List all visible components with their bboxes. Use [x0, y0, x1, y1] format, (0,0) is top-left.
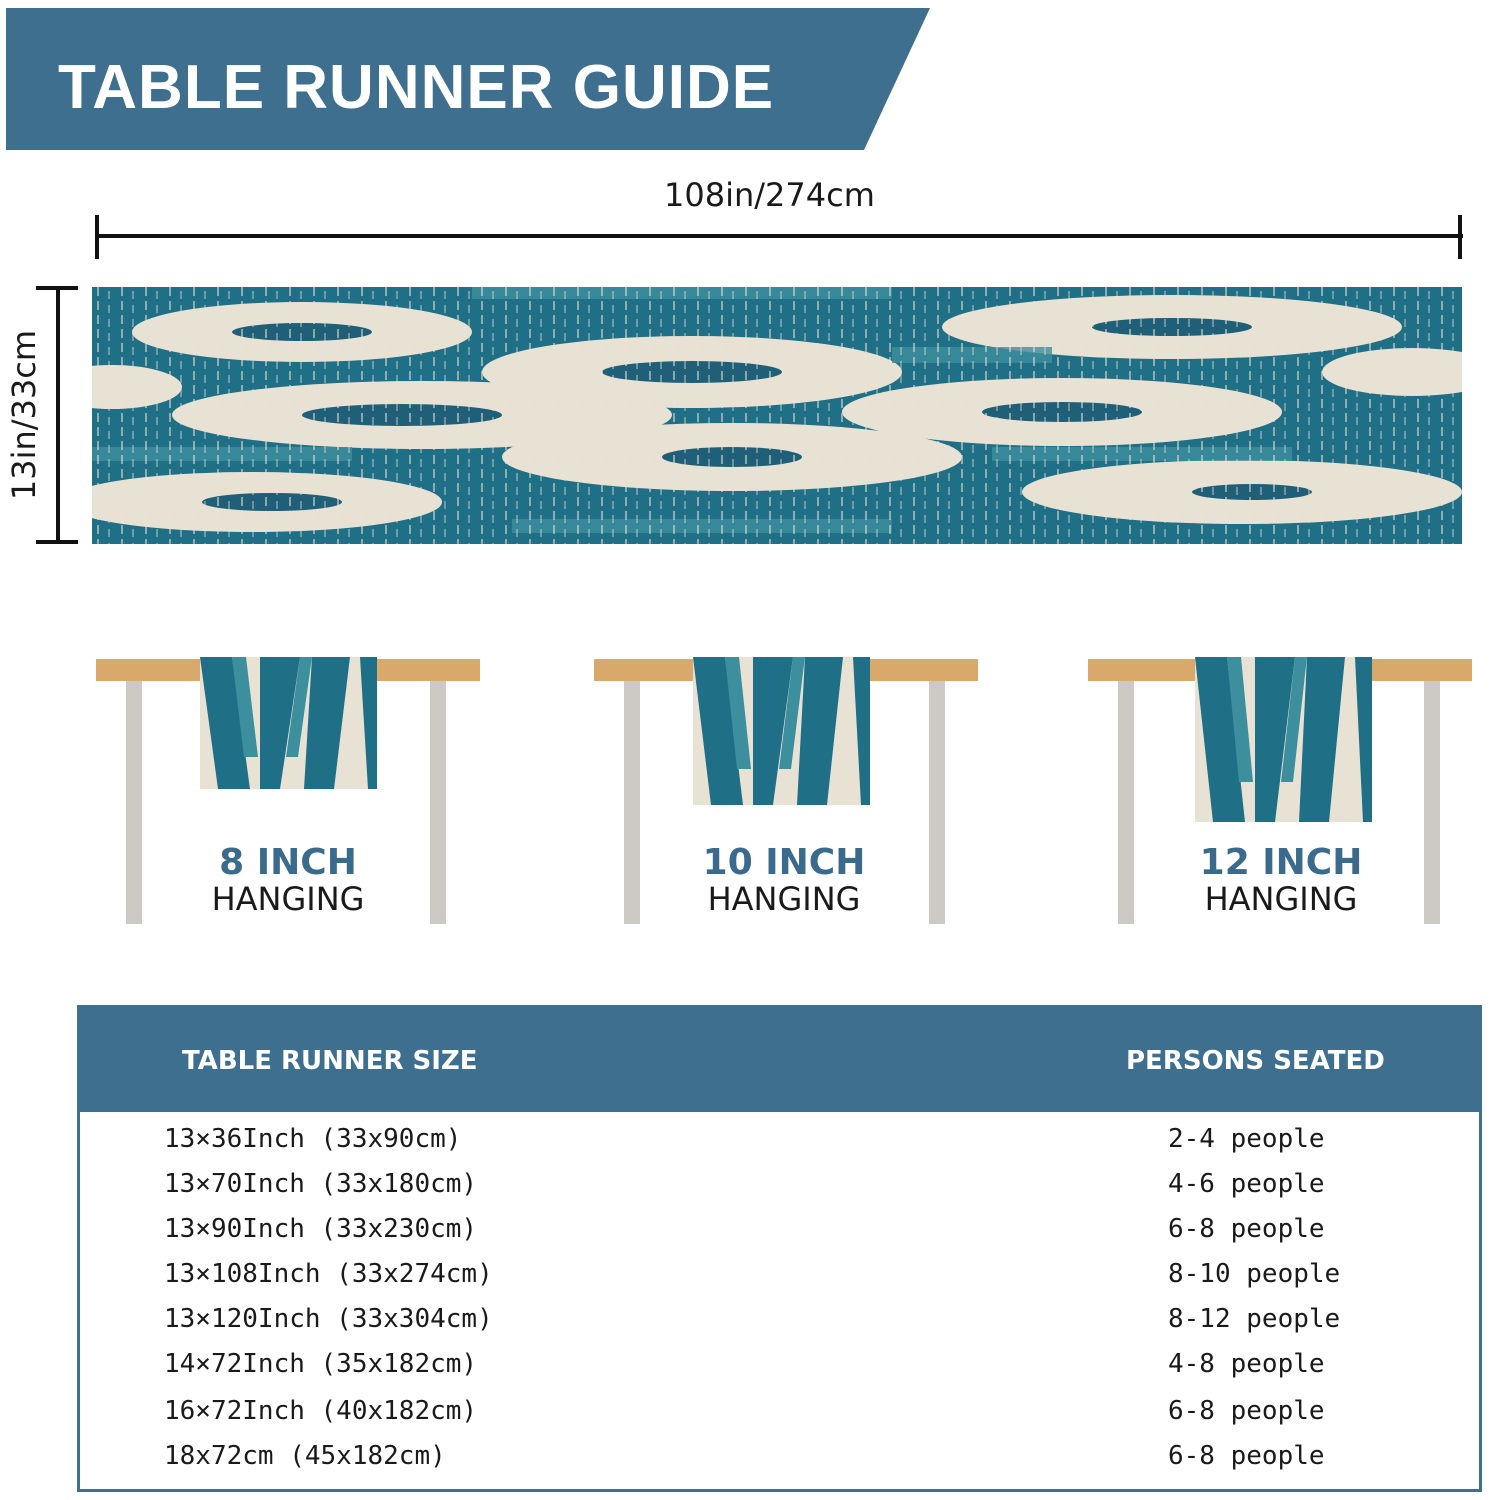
size-table-header: [80, 1008, 1479, 1112]
table-row: [80, 1396, 1479, 1436]
persons-cell: 6-8 people: [1168, 1396, 1325, 1426]
size-cell: 18x72cm (45x182cm): [164, 1441, 446, 1471]
persons-cell: 6-8 people: [1168, 1214, 1325, 1244]
column-header-size: TABLE RUNNER SIZE: [182, 1046, 478, 1076]
title-banner: [6, 8, 930, 150]
persons-cell: 8-12 people: [1168, 1304, 1341, 1334]
persons-cell: 4-8 people: [1168, 1349, 1325, 1379]
table-row: [80, 1349, 1479, 1389]
column-header-persons: PERSONS SEATED: [1126, 1046, 1385, 1076]
table-row: [80, 1169, 1479, 1209]
width-dimension-cap-left: [95, 215, 99, 259]
hanging-word-label: HANGING: [1204, 880, 1358, 918]
hanging-word-label: HANGING: [707, 880, 861, 918]
hanging-runner-12-inch: [1195, 657, 1372, 822]
table-row: [80, 1259, 1479, 1299]
table-row: [80, 1124, 1479, 1164]
table-row: [80, 1441, 1479, 1481]
table-runner-image: [92, 287, 1462, 544]
persons-cell: 8-10 people: [1168, 1259, 1341, 1289]
size-cell: 16×72Inch (40x182cm): [164, 1396, 478, 1426]
table-row: [80, 1304, 1479, 1344]
hanging-runner-8-inch: [200, 657, 377, 789]
hanging-runner-10-inch: [693, 657, 870, 805]
persons-cell: 6-8 people: [1168, 1441, 1325, 1471]
hanging-word-label: HANGING: [211, 880, 365, 918]
size-cell: 13×90Inch (33x230cm): [164, 1214, 478, 1244]
height-dimension-label: 13in/33cm: [5, 329, 43, 501]
height-dimension-cap-bottom: [36, 540, 78, 544]
width-dimension-line: [96, 234, 1463, 238]
size-cell: 13×120Inch (33x304cm): [164, 1304, 493, 1334]
size-table: [77, 1005, 1482, 1492]
page-title: TABLE RUNNER GUIDE: [58, 53, 775, 122]
height-dimension-cap-top: [36, 286, 78, 290]
width-dimension-label: 108in/274cm: [664, 176, 875, 214]
size-cell: 13×70Inch (33x180cm): [164, 1169, 478, 1199]
size-cell: 13×108Inch (33x274cm): [164, 1259, 493, 1289]
hanging-size-label: 10 INCH: [702, 842, 866, 883]
size-cell: 14×72Inch (35x182cm): [164, 1349, 478, 1379]
hanging-size-label: 8 INCH: [219, 842, 357, 883]
width-dimension-cap-right: [1458, 215, 1462, 259]
table-row: [80, 1214, 1479, 1254]
persons-cell: 4-6 people: [1168, 1169, 1325, 1199]
size-cell: 13×36Inch (33x90cm): [164, 1124, 462, 1154]
hanging-size-label: 12 INCH: [1199, 842, 1363, 883]
persons-cell: 2-4 people: [1168, 1124, 1325, 1154]
height-dimension-line: [56, 287, 60, 543]
